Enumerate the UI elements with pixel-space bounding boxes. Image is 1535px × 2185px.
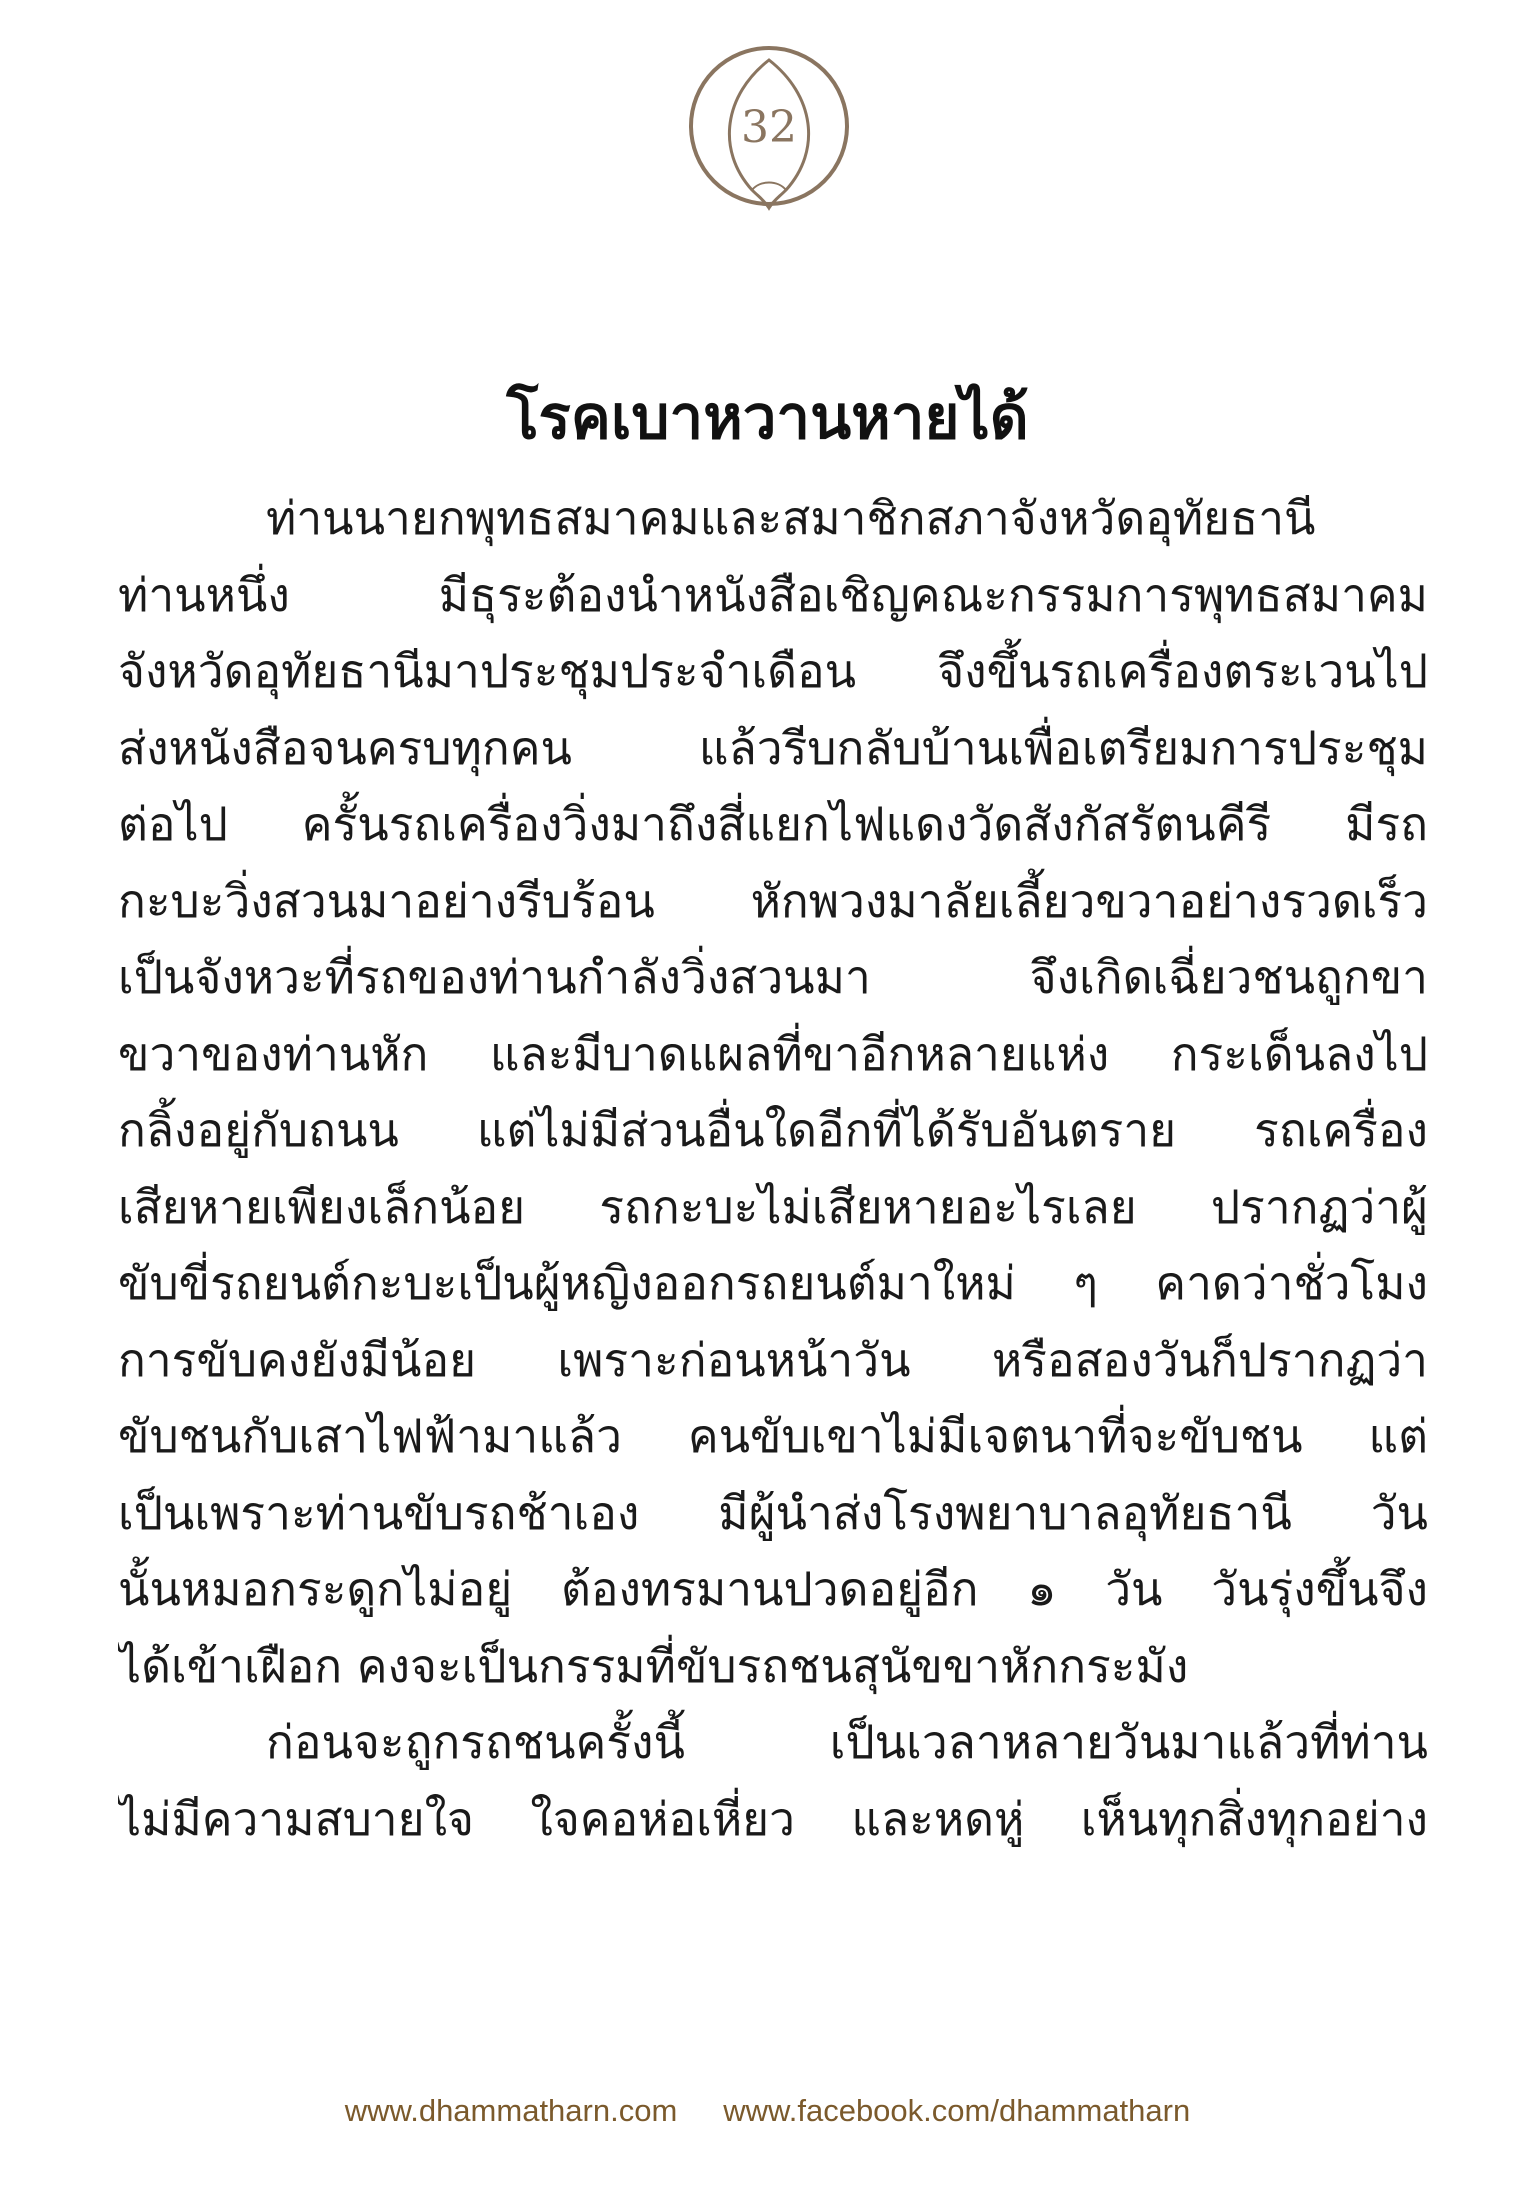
- body-line: ท่านหนึ่ง มีธุระต้องนำหนังสือเชิญคณะกรรมการพุทธสมาคม: [118, 567, 1428, 622]
- body-line: ก่อนจะถูกรถชนครั้งนี้ เป็นเวลาหลายวันมาแล้วที่ท่าน: [266, 1715, 1428, 1769]
- body-line: ขวาของท่านหัก และมีบาดแผลที่ขาอีกหลายแห่ง กระเด็นลงไป: [118, 1026, 1428, 1081]
- body-line: กลิ้งอยู่กับถนน แต่ไม่มีส่วนอื่นใดอีกที่ได้รับอันตราย รถเครื่อง: [118, 1103, 1428, 1157]
- website-link[interactable]: www.dhammatharn.com: [344, 2093, 678, 2128]
- body-line: เป็นเพราะท่านขับรถช้าเอง มีผู้นำส่งโรงพยาบาลอุทัยธานี วัน: [118, 1485, 1428, 1540]
- body-line: นั้นหมอกระดูกไม่อยู่ ต้องทรมานปวดอยู่อีก ๑ วัน วันรุ่งขึ้นจึง: [118, 1562, 1428, 1616]
- body-line: ต่อไป ครั้นรถเครื่องวิ่งมาถึงสี่แยกไฟแดงวัดสังกัสรัตนคีรี มีรถ: [118, 797, 1428, 851]
- body-line: ไม่มีความสบายใจ ใจคอห่อเหี่ยว และหดหู่ เห็นทุกสิ่งทุกอย่าง: [118, 1791, 1428, 1846]
- body-line: เป็นจังหวะที่รถของท่านกำลังวิ่งสวนมา จึงเกิดเฉี่ยวชนถูกขา: [118, 950, 1428, 1004]
- body-line: ส่งหนังสือจนครบทุกคน แล้วรีบกลับบ้านเพื่อเตรียมการประชุม: [118, 720, 1428, 775]
- facebook-link[interactable]: www.facebook.com/dhammatharn: [723, 2093, 1191, 2128]
- page-number: 32: [741, 102, 797, 153]
- body-line: ได้เข้าเฝือก คงจะเป็นกรรมที่ขับรถชนสุนัขขาหักกระมัง: [118, 1638, 1189, 1693]
- body-line: การขับคงยังมีน้อย เพราะก่อนหน้าวัน หรือสองวันก็ปรากฏว่า: [118, 1332, 1428, 1387]
- footer: [0, 2093, 1535, 2129]
- body-line: เสียหายเพียงเล็กน้อย รถกะบะไม่เสียหายอะไรเลย ปรากฏว่าผู้: [118, 1179, 1428, 1234]
- body-line: ขับชนกับเสาไฟฟ้ามาแล้ว คนขับเขาไม่มีเจตนาที่จะขับชน แต่: [118, 1409, 1428, 1463]
- body-line: ท่านนายกพุทธสมาคมและสมาชิกสภาจังหวัดอุทัยธานี: [266, 491, 1316, 545]
- article-body: [118, 480, 1428, 1857]
- body-line: ขับขี่รถยนต์กะบะเป็นผู้หญิงออกรถยนต์มาใหม่ ๆ คาดว่าชั่วโมง: [118, 1256, 1428, 1310]
- body-line: กะบะวิ่งสวนมาอย่างรีบร้อน หักพวงมาลัยเลี้ยวขวาอย่างรวดเร็ว: [118, 873, 1428, 928]
- body-line: จังหวัดอุทัยธานีมาประชุมประจำเดือน จึงขึ้นรถเครื่องตระเวนไป: [118, 644, 1428, 698]
- article-title: โรคเบาหวานหายได้: [506, 383, 1029, 453]
